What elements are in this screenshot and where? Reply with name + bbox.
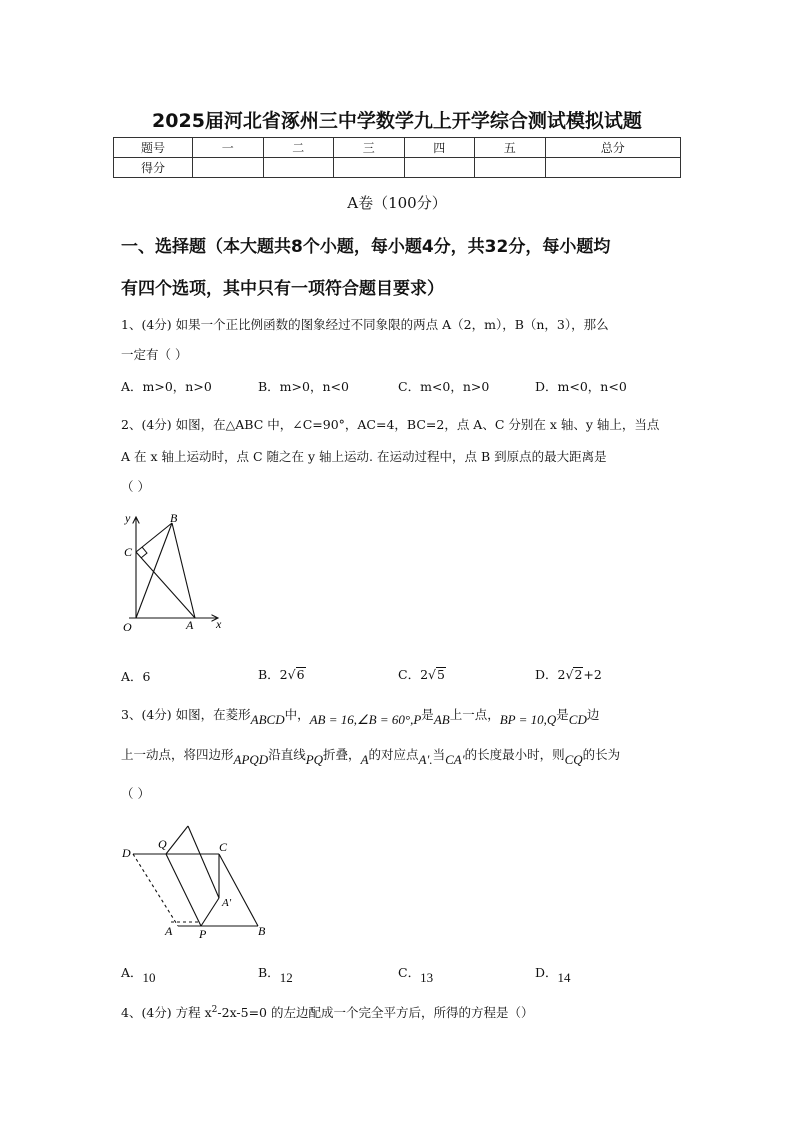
q2-option-c[interactable]: [398, 665, 446, 683]
score-table: [113, 137, 681, 178]
score-cell: 一: [193, 138, 264, 158]
q2-figure: [115, 505, 235, 640]
q2-text-line3: （ ）: [121, 479, 150, 494]
score-cell: 二: [263, 138, 334, 158]
q3-text: 上一点，: [449, 707, 500, 722]
q3-label-c: C: [219, 840, 228, 854]
q2-option-d-radicand: 2: [574, 667, 583, 682]
q3-math: A′.: [418, 752, 433, 767]
q3-option-a-label: A．: [121, 965, 143, 980]
score-input-cell[interactable]: [475, 158, 546, 178]
section-a-heading: A卷（100分）: [347, 194, 447, 212]
q2-option-c-prefix: C．2: [398, 667, 429, 682]
q2-option-d[interactable]: [535, 665, 602, 683]
q3-text-line3: （ ）: [121, 786, 150, 801]
sqrt-sign-icon: √: [565, 667, 574, 682]
q3-segment-cb: [219, 854, 258, 926]
q2-right-angle-mark: [141, 547, 147, 558]
q3-option-d[interactable]: [535, 963, 571, 985]
q1-option-c[interactable]: C．m<0，n>0: [398, 379, 490, 394]
q2-segment-ba: [172, 523, 195, 618]
score-row-label: 得分: [114, 158, 193, 178]
q2-option-d-suffix: +2: [583, 667, 602, 682]
q3-option-d-label: D．: [535, 965, 558, 980]
q3-text: 的对应点: [368, 747, 419, 762]
q3-math: CA′: [445, 752, 465, 767]
score-cell: 三: [334, 138, 405, 158]
q3-text: 上一动点，将四边形: [121, 747, 234, 762]
q3-text: 的长为: [582, 747, 621, 762]
q4-text-suffix: -2x-5=0 的左边配成一个完全平方后，所得的方程是（）: [217, 1005, 534, 1020]
q3-option-c-value: 13: [420, 970, 434, 985]
q3-math: AB = 16,∠B = 60°,: [309, 712, 414, 727]
q3-math: AB: [433, 712, 450, 727]
q3-label-d: D: [122, 846, 131, 860]
q3-option-c-label: C．: [398, 965, 421, 980]
q3-math: APQD: [233, 752, 269, 767]
q2-segment-ca: [136, 552, 195, 618]
q1-option-a[interactable]: A．m>0，n>0: [121, 379, 212, 394]
q2-text-line2: A 在 x 轴上运动时，点 C 随之在 y 轴上运动. 在运动过程中，点 B 到原点的最大距离是: [121, 449, 607, 464]
q1-option-d[interactable]: D．m<0，n<0: [535, 379, 627, 394]
q2-option-b-prefix: B．2: [258, 667, 288, 682]
q4-text-prefix: 4、(4分) 方程 x: [121, 1005, 212, 1020]
q3-text: 当: [432, 747, 446, 762]
sqrt-sign-icon: √: [287, 667, 296, 682]
q3-text: 3、(4分) 如图，在菱形: [121, 707, 251, 722]
q3-segment-aprime-p: [201, 898, 219, 926]
q3-text: 的长度最小时，则: [464, 747, 565, 762]
page-title: 2025届河北省涿州三中学数学九上开学综合测试模拟试题: [152, 110, 642, 132]
score-input-cell[interactable]: [545, 158, 681, 178]
q3-option-b-label: B．: [258, 965, 280, 980]
q3-text: 边: [586, 707, 600, 722]
q3-math: CQ: [564, 752, 583, 767]
score-table-score-row: [114, 158, 681, 178]
score-input-cell[interactable]: [263, 158, 334, 178]
q1-text-line2: 一定有（ ）: [121, 347, 188, 362]
q3-math: BP = 10,: [499, 712, 547, 727]
q2-label-o: O: [123, 620, 132, 634]
q3-text: 沿直线: [268, 747, 306, 762]
q2-label-b: B: [170, 511, 178, 525]
q3-math: A: [360, 752, 369, 767]
q3-label-a: A: [165, 924, 173, 938]
q3-label-q: Q: [158, 837, 167, 851]
q3-label-aprime: A′: [222, 897, 232, 909]
q2-option-b-radicand: 6: [296, 667, 305, 682]
score-table-header-row: [114, 138, 681, 158]
q1-option-b[interactable]: B．m>0，n<0: [258, 379, 349, 394]
q2-option-c-radicand: 5: [437, 667, 445, 682]
q2-label-y: y: [125, 511, 131, 525]
score-cell: 四: [404, 138, 475, 158]
q3-option-a[interactable]: [121, 963, 156, 985]
q3-math: Q: [546, 712, 557, 727]
q2-label-x: x: [216, 617, 222, 631]
q3-figure: [115, 818, 275, 946]
score-input-cell[interactable]: [334, 158, 405, 178]
q2-label-a: A: [186, 618, 194, 632]
q3-math: PQ: [305, 752, 324, 767]
score-cell: 题号: [114, 138, 193, 158]
score-input-cell[interactable]: [193, 158, 264, 178]
q4-superscript: 2: [211, 1004, 218, 1015]
q3-option-b[interactable]: [258, 963, 293, 985]
q3-math: CD: [568, 712, 587, 727]
q2-option-b[interactable]: [258, 665, 306, 683]
q3-text-line2: [121, 745, 621, 767]
q3-segment-dprime-aprime: [188, 826, 219, 898]
q3-segment-q-dprime: [166, 826, 188, 854]
part1-heading-line2: 有四个选项，其中只有一项符合题目要求）: [121, 279, 444, 299]
q4-text: [121, 1003, 533, 1021]
q2-label-c: C: [124, 545, 133, 559]
sqrt-sign-icon: √: [428, 667, 436, 682]
score-cell: 总分: [545, 138, 681, 158]
q3-math: ABCD: [250, 712, 285, 727]
q3-text: 是: [421, 707, 434, 722]
q2-text-line1: 2、(4分) 如图，在△ABC 中，∠C=90°，AC=4，BC=2，点 A、C 分别在 x 轴、y 轴上，当点: [121, 417, 660, 432]
q1-text-line1: 1、(4分) 如果一个正比例函数的图象经过不同象限的两点 A（2，m），B（n，3），那么: [121, 317, 609, 332]
q3-text: 中，: [284, 707, 310, 722]
q3-text: 折叠，: [323, 747, 361, 762]
part1-heading-line1: 一、选择题（本大题共8个小题，每小题4分，共32分，每小题均: [121, 237, 611, 257]
q2-option-d-prefix: D．2: [535, 667, 566, 682]
q3-option-a-value: 10: [142, 970, 156, 985]
q3-option-b-value: 12: [279, 970, 293, 985]
score-input-cell[interactable]: [404, 158, 475, 178]
q3-label-b: B: [258, 924, 266, 938]
score-cell: 五: [475, 138, 546, 158]
q3-text-line1: [121, 705, 600, 727]
q3-math: P: [413, 712, 422, 727]
q3-text: 是: [556, 707, 569, 722]
q2-option-a[interactable]: A．6: [121, 669, 151, 684]
q3-option-d-value: 14: [557, 970, 571, 985]
q3-label-p: P: [199, 927, 207, 941]
q3-option-c[interactable]: [398, 963, 434, 985]
